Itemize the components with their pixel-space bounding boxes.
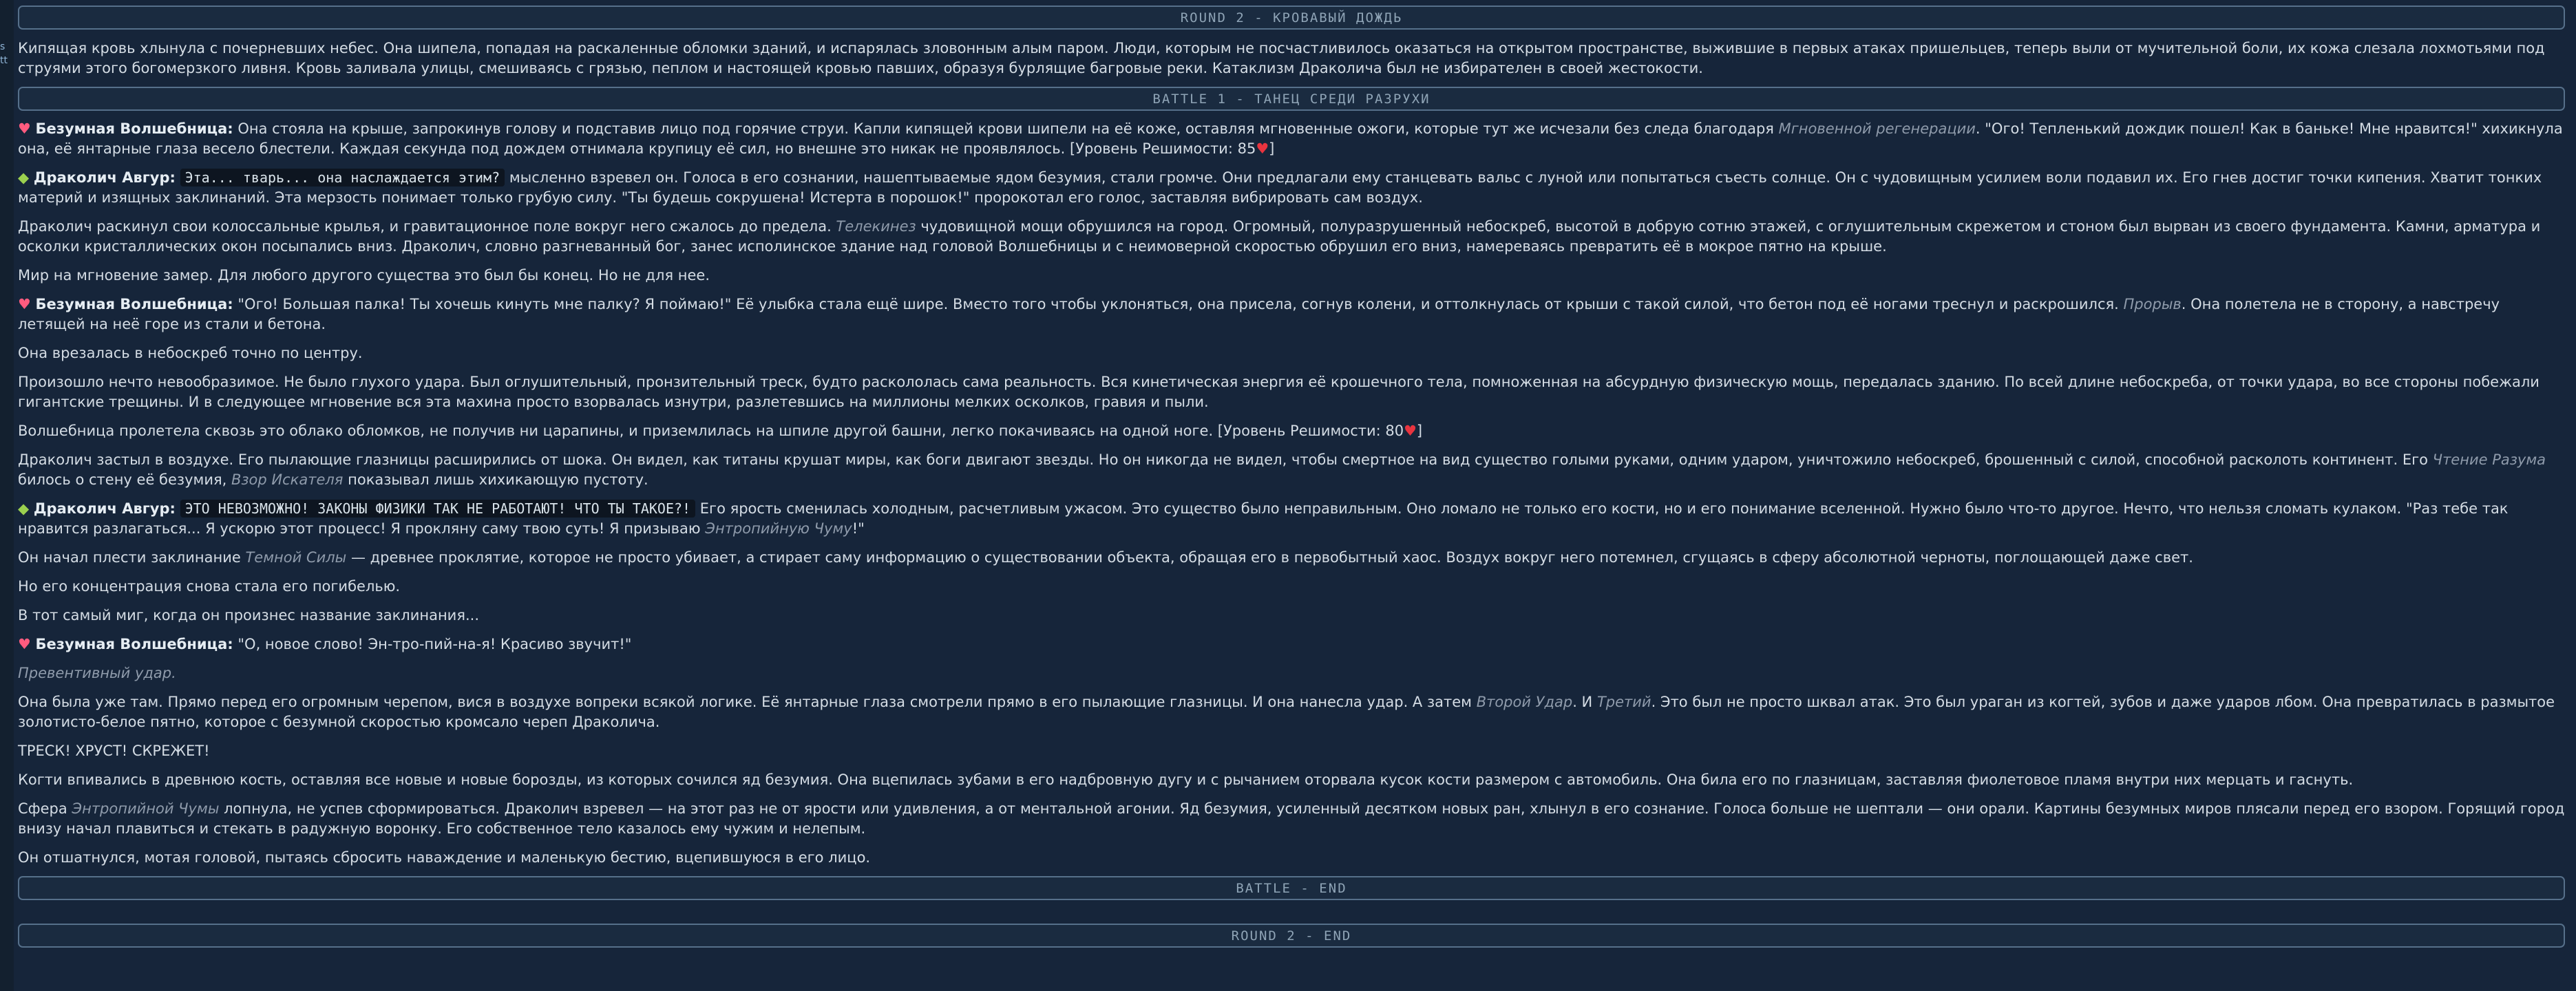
thought-code: ЭТО НЕВОЗМОЖНО! ЗАКОНЫ ФИЗИКИ ТАК НЕ РАБОТАЮТ! ЧТО ТЫ ТАКОЕ?! — [180, 500, 696, 518]
skill-name: Энтропийную Чуму — [705, 520, 852, 537]
narration-text: чудовищной мощи обрушился на город. Огромный, полуразрушенный небоскреб, высотой в добрую сотню этажей, с оглушительным скрежетом и стоном был вырван из своего фундамента. Камни, арматура и осколки кристаллических окон посыпались вниз. Драколич, словно разгневанный бог, занес исполинское здание над головой Волшебницы и с неимоверной скоростью обрушил его вниз, намереваясь превратить её в мокрое пятно на крыше. — [18, 218, 2541, 255]
message-text: "Ого! Большая палка! Ты хочешь кинуть мне палку? Я поймаю!" Её улыбка стала ещё шире. Вместо того чтобы уклоняться, она присела, согнув колени, и оттолкнулась от крыши с такой силой, что бетон под её ногами треснул и раскрошился. — [237, 296, 2124, 312]
heart-icon: ♥ — [1256, 140, 1269, 157]
narration-paragraph — [18, 343, 2565, 363]
narration-text: Драколич застыл в воздухе. Его пылающие глазницы расширились от шока. Он видел, как титаны крушат миры, как боги двигают звезды. Но он никогда не видел, чтобы смертное на вид существо голыми руками, одним ударом, уничтожило небоскреб, брошенный с силой, способной расколоть континент. Его — [18, 451, 2433, 468]
gutter-mark: tt — [0, 55, 8, 66]
tulip-icon: ♥ — [18, 636, 31, 652]
skill-name: Второй Удар — [1476, 694, 1573, 710]
narration-text: Он отшатнулся, мотая головой, пытаясь сбросить наваждение и маленькую бестию, вцепившуюся в его лицо. — [18, 849, 871, 866]
speaker-name: Безумная Волшебница: — [35, 120, 233, 137]
battle-start-banner: BATTLE 1 - ТАНЕЦ СРЕДИ РАЗРУХИ — [18, 87, 2565, 111]
message-text: Его ярость сменилась холодным, расчетливым ужасом. Это существо было неправильным. Оно ломало не только его кости, но и его понимание вселенной. Нужно было что-то другое. Нечто, что нельзя сломать кулаком. "Раз тебе так нравится разлагаться... Я ускорю этот процесс! Я прокляну саму твою суть! Я призываю — [18, 500, 2509, 537]
narration-text: Сфера — [18, 800, 72, 817]
witch-message — [18, 295, 2565, 334]
narration-text: лопнула, не успев сформироваться. Драколич взревел — на этот раз не от ярости или удивления, а от ментальной агонии. Яд безумия, усиленный десятком новых ран, хлынул в его сознание. Голоса больше не шептали — они орали. Картины безумных миров плясали перед его взором. Горящий город внизу начал плавиться и стекать в радужную воронку. Его собственное тело казалось ему чужим и нелепым. — [18, 800, 2565, 837]
dragon-message — [18, 168, 2565, 208]
message-text: Она стояла на крыше, запрокинув голову и подставив лицо под горячие струи. Капли кипящей крови шипели на её коже, оставляя мгновенные ожоги, которые тут же исчезали без следа благодаря — [237, 120, 1779, 137]
narration-text: Когти впивались в древнюю кость, оставляя все новые и новые борозды, из которых сочился яд безумия. Она вцепилась зубами в его надбровную дугу и с рычанием оторвала кусок кости размером с автомобиль. Она била его по глазницам, заставляя фиолетовое пламя внутри них мерцать и гаснуть. — [18, 771, 2354, 788]
narration-text: — древнее проклятие, которое не просто убивает, а стирает саму информацию о существовании объекта, обращая его в первобытный хаос. Воздух вокруг него потемнел, сгущаясь в сферу абсолютной черноты, поглощающей даже свет. — [346, 549, 2193, 566]
battle-end-banner: BATTLE - END — [18, 876, 2565, 900]
round-start-banner: ROUND 2 - КРОВАВЫЙ ДОЖДЬ — [18, 6, 2565, 30]
narration-paragraph — [18, 577, 2565, 597]
tulip-icon: ♥ — [18, 296, 31, 312]
message-text: "О, новое слово! Эн-тро-пий-на-я! Красиво звучит!" — [237, 636, 632, 652]
chat-log — [18, 6, 2565, 948]
skill-name: Мгновенной регенерации — [1778, 120, 1976, 137]
speaker-name: Безумная Волшебница: — [35, 636, 233, 652]
narration-paragraph — [18, 450, 2565, 490]
narration-text: . Это был не просто шквал атак. Это был ураган из когтей, зубов и даже ударов лбом. Она превратилась в размытое золотисто-белое пятно, которое с безумной скоростью кромсало череп Драколича. — [18, 694, 2555, 730]
message-text: ] — [1269, 140, 1275, 157]
skill-name: Третий — [1596, 694, 1651, 710]
skill-name: Взор Искателя — [231, 471, 344, 488]
narration-paragraph — [18, 692, 2565, 732]
narration-text: билось о стену её безумия, — [18, 471, 231, 488]
narration-text: Он начал плести заклинание — [18, 549, 246, 566]
message-text: !" — [852, 520, 865, 537]
dragon-icon: ◆ — [18, 169, 30, 186]
narration-text: Произошло нечто невообразимое. Не было глухого удара. Был оглушительный, пронзительный треск, будто раскололась сама реальность. Вся кинетическая энергия её крошечного тела, помноженная на абсурдную физическую мощь, передалась зданию. По всей длине небоскреба, от точки удара, во все стороны побежали гигантские трещины. И в следующее мгновение вся эта махина просто взорвалась изнутри, разлетевшись на миллионы мелких осколков, гравия и пыли. — [18, 374, 2540, 410]
narration-paragraph — [18, 848, 2565, 868]
message-text: . "Ого! Тепленький дождик пошел! Как в баньке! Мне нравится!" хихикнула она, её янтарные глаза весело блестели. Каждая секунда под дождем отнимала крупицу её сил, но внешне это никак не проявлялось. [Уровень Решимости: 85 — [18, 120, 2563, 157]
narration-paragraph — [18, 548, 2565, 568]
speaker-name: Драколич Авгур: — [33, 169, 176, 186]
narration-paragraph — [18, 421, 2565, 441]
narration-text: Кипящая кровь хлынула с почерневших небес. Она шипела, попадая на раскаленные обломки зданий, и испарялась зловонным алым паром. Люди, которым не посчастливилось оказаться на открытом пространстве, выжившие в первых атаках пришельцев, теперь выли от мучительной боли, их кожа слезала лохмотьями под струями этого богомерзкого ливня. Кровь заливала улицы, смешиваясь с грязью, пеплом и настоящей кровью павших, образуя бурлящие багровые реки. Катаклизм Драколича был не избирателен в своей жестокости. — [18, 40, 2545, 76]
narration-paragraph — [18, 39, 2565, 78]
skill-name: Темной Силы — [245, 549, 347, 566]
skill-name: Превентивный удар — [18, 665, 172, 681]
tulip-icon: ♥ — [18, 120, 31, 137]
narration-paragraph — [18, 663, 2565, 683]
dragon-icon: ◆ — [18, 500, 30, 517]
narration-text: Мир на мгновение замер. Для любого другого существа это был бы конец. Но не для нее. — [18, 267, 710, 284]
narration-paragraph — [18, 266, 2565, 286]
witch-message — [18, 635, 2565, 654]
dragon-message — [18, 499, 2565, 539]
narration-text: Драколич раскинул свои колоссальные крылья, и гравитационное поле вокруг него сжалось до предела. — [18, 218, 836, 235]
skill-name: Чтение Разума — [2432, 451, 2546, 468]
heart-icon: ♥ — [1404, 423, 1417, 439]
speaker-name: Безумная Волшебница: — [35, 296, 233, 312]
narration-paragraph — [18, 606, 2565, 626]
message-text: мысленно взревел он. Голоса в его сознании, нашептываемые ядом безумия, стали громче. Они предлагали ему станцевать вальс с луной или попытаться съесть солнце. Он с чудовищным усилием воли подавил их. Его гнев достиг точки кипения. Хватит тонких материй и изящных заклинаний. Эта мерзость понимает только грубую силу. "Ты будешь сокрушена! Истерта в порошок!" пророкотал его голос, заставляя вибрировать сам воздух. — [18, 169, 2542, 206]
narration-text: Но его концентрация снова стала его погибелью. — [18, 578, 401, 595]
narration-paragraph — [18, 372, 2565, 412]
round-end-banner: ROUND 2 - END — [18, 924, 2565, 948]
speaker-name: Драколич Авгур: — [33, 500, 176, 517]
narration-paragraph — [18, 770, 2565, 790]
narration-paragraph — [18, 741, 2565, 761]
left-gutter — [0, 0, 14, 991]
narration-paragraph — [18, 799, 2565, 839]
narration-text: Она врезалась в небоскреб точно по центру. — [18, 345, 363, 361]
narration-paragraph — [18, 217, 2565, 257]
narration-text: ТРЕСК! ХРУСТ! СКРЕЖЕТ! — [18, 743, 210, 759]
narration-text: . И — [1572, 694, 1597, 710]
narration-text: Она была уже там. Прямо перед его огромным черепом, вися в воздухе вопреки всякой логике. Её янтарные глаза смотрели прямо в его пылающие глазницы. И она нанесла удар. А затем — [18, 694, 1477, 710]
narration-text: В тот самый миг, когда он произнес название заклинания... — [18, 607, 479, 624]
narration-text: . — [171, 665, 176, 681]
narration-text: Волшебница пролетела сквозь это облако обломков, не получив ни царапины, и приземлилась на шпиле другой башни, легко покачиваясь на одной ноге. [Уровень Решимости: 80 — [18, 423, 1404, 439]
message-text: . Она полетела не в сторону, а навстречу летящей на неё горе из стали и бетона. — [18, 296, 2500, 332]
skill-name: Прорыв — [2123, 296, 2182, 312]
witch-message — [18, 119, 2565, 159]
narration-text: ] — [1416, 423, 1423, 439]
narration-text: показывал лишь хихикающую пустоту. — [343, 471, 648, 488]
thought-code: Эта... тварь... она наслаждается этим? — [180, 169, 505, 187]
gutter-mark: s — [0, 41, 6, 52]
skill-name: Энтропийной Чумы — [72, 800, 220, 817]
skill-name: Телекинез — [836, 218, 916, 235]
